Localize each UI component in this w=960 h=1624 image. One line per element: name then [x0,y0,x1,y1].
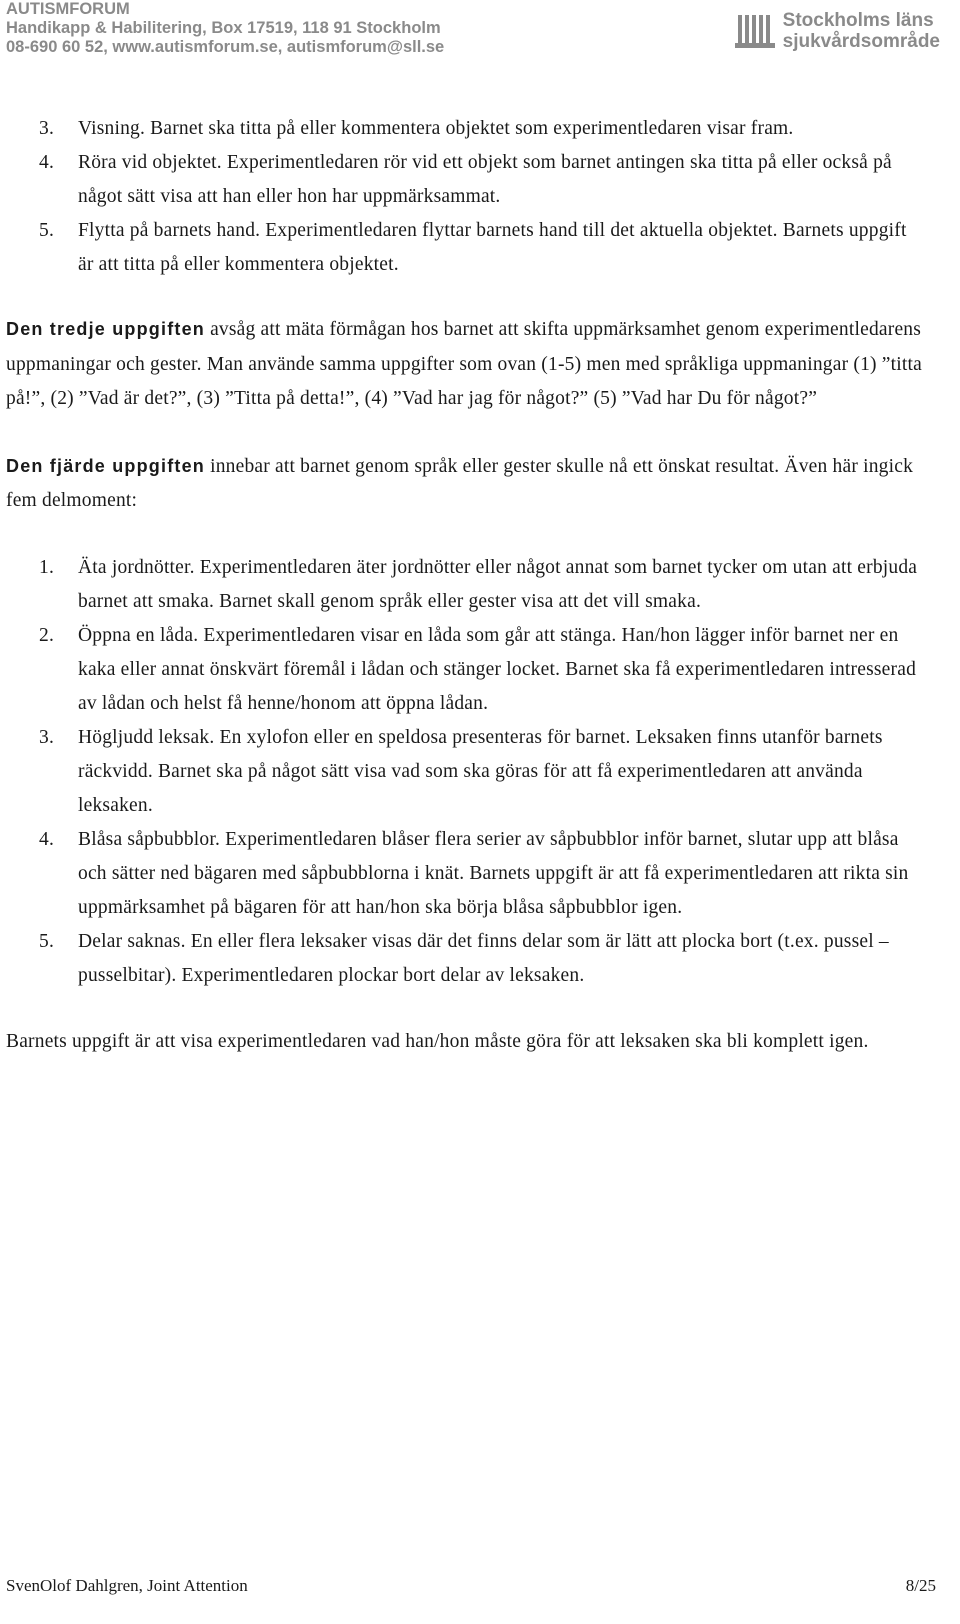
list-text: Delar saknas. En eller flera leksaker visas där det finns delar som är lätt att plocka bort (t.ex. pussel – pusselbitar). Experimentledaren plockar bort delar av leksaken. [78,930,889,986]
list-item [6,721,926,823]
header-text-block [6,0,444,57]
paragraph-text: avsåg att mäta förmågan hos barnet att skifta uppmärksamhet genom experimentledarens uppmaningar och gester. Man använde samma uppgifter som ovan (1-5) men med språkliga uppmaningar (1) ”titta på!”, (2) ”Vad är det?”, (3) ”Titta på detta!”, (4) ”Vad har jag för något?” (5) ”Vad har Du för något?” [6,319,922,409]
logo-line-2: sjukvårdsområde [782,31,940,52]
footer-author: SvenOlof Dahlgren, Joint Attention [6,1576,248,1595]
list-item [6,619,926,721]
list-text: Röra vid objektet. Experimentledaren rör vid ett objekt som barnet antingen ska titta på eller också på något sätt visa att han eller hon har uppmärksammat. [78,152,892,207]
paragraph-text: innebar att barnet genom språk eller gester skulle nå ett önskat resultat. Även här ingick fem delmoment: [6,455,914,511]
paragraph-third-task [6,312,926,417]
list-number: 5. [39,220,55,241]
list-text: Flytta på barnets hand. Experimentledaren flyttar barnets hand till det aktuella objektet. Barnets uppgift är att titta på eller kommentera objektet. [78,220,907,275]
list-number: 4. [39,828,55,850]
page-header [6,0,954,58]
paragraph-final: Barnets uppgift är att visa experimentledaren vad han/hon måste göra för att leksaken ska bli komplett igen. [6,1030,869,1052]
page-number: 8/25 [905,1576,936,1595]
numbered-list-bottom [6,551,926,993]
list-text: Blåsa såpbubblor. Experimentledaren blåser flera serier av såpbubblor inför barnet, slutar upp att blåsa och sätter ned bägaren med såpbubblorna i knät. Barnets uppgift är att få experimentledaren att rikta sin uppmärksamhet på bägaren för att han/hon ska börja blåsa såpbubblor igen. [78,828,909,918]
list-text: Äta jordnötter. Experimentledaren äter jordnötter eller något annat som barnet tycker om utan att erbjuda barnet att smaka. Barnet skall genom språk eller gester visa att det vill smaka. [78,556,918,612]
org-address: Handikapp & Habilitering, Box 17519, 118 91 Stockholm [6,19,441,37]
list-item [6,214,926,282]
page-footer [6,1576,936,1596]
paragraph-lead: Den tredje uppgiften [6,319,205,339]
list-number: 3. [39,118,55,139]
list-number: 4. [39,152,55,173]
paragraph-lead: Den fjärde uppgiften [6,455,205,476]
list-number: 5. [39,930,55,952]
logo-line-1: Stockholms läns [782,10,934,31]
org-name: AUTISMFORUM [6,0,130,18]
list-number: 3. [39,726,55,748]
numbered-list-top [6,112,926,282]
list-item [6,925,926,993]
list-item [6,823,926,925]
page-content [6,112,926,1059]
sll-logo-icon [735,13,775,49]
list-item [6,551,926,619]
list-item [6,146,926,214]
list-number: 1. [39,556,55,578]
list-text: Öppna en låda. Experimentledaren visar en låda som går att stänga. Han/hon lägger inför barnet ner en kaka eller annat önskvärt föremål i lådan och stänger locket. Barnet ska få experimentledaren intresserad av lådan och helst få henne/honom att öppna lådan. [78,624,917,714]
sll-logo [735,10,940,52]
org-contact: 08-690 60 52, www.autismforum.se, autismforum@sll.se [6,38,445,56]
logo-text [783,10,940,52]
list-text: Högljudd leksak. En xylofon eller en speldosa presenteras för barnet. Leksaken finns utanför barnets räckvidd. Barnet ska på något sätt visa vad som ska göras för att få experimentledaren att använda leksaken. [78,726,883,816]
list-text: Visning. Barnet ska titta på eller kommentera objektet som experimentledaren visar fram. [78,118,794,139]
list-item [6,112,926,146]
list-number: 2. [39,624,55,646]
paragraph-fourth-task [6,449,926,519]
